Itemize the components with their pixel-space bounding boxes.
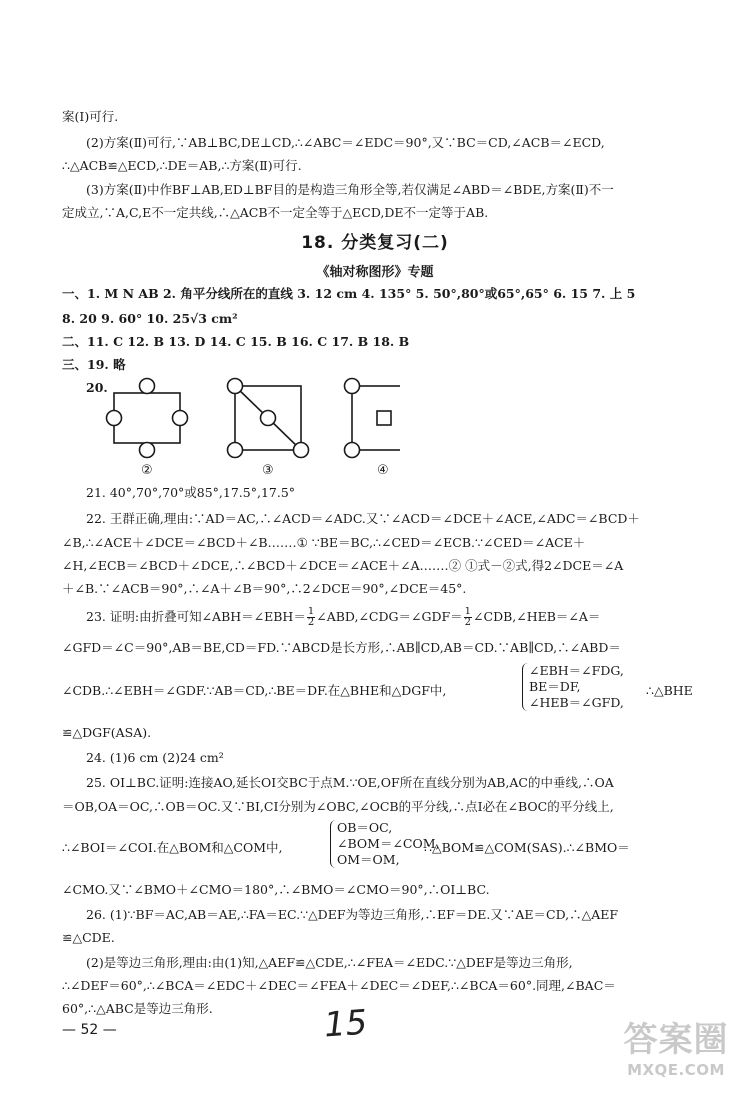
figure-3 (228, 379, 309, 458)
q24-answer: 24. (1)6 cm (2)24 cm² (86, 750, 224, 765)
prev-answer-line: 案(Ⅰ)可行. (62, 109, 119, 124)
fraction-half: $\frac{1}{2}$ (307, 607, 315, 628)
figure-label: ④ (377, 463, 389, 476)
section-title: 18. 分类复习(二) (301, 233, 449, 253)
q21-answer: 21. 40°,70°,70°或85°,17.5°,17.5° (86, 485, 296, 500)
fraction-half: $\frac{1}{2}$ (464, 607, 472, 628)
watermark-text: 答案圈 (623, 1020, 729, 1060)
q22-line: ∠H,∠ECB＝∠BCD＋∠DCE,∴∠BCD＋∠DCE＝∠ACE＋∠A.……② ①式－②式,得2∠DCE＝∠A (62, 558, 624, 573)
figure-label: ② (141, 463, 153, 476)
q20-label: 20. (86, 380, 108, 395)
q22-line: ＋∠B.∵∠ACB＝90°,∴∠A＋∠B＝90°,∴2∠DCE＝90°,∠DCE＝45°. (62, 581, 467, 596)
q25-line: ∠CMO.又∵∠BMO＋∠CMO＝180°,∴∠BMO＝∠CMO＝90°,∴OI⊥BC. (62, 882, 490, 897)
q23-conclusion: ∴△BHE (646, 683, 693, 698)
q26-line: ∴∠DEF＝60°,∴∠BCA＝∠EDC＋∠DEC＝∠FEA＋∠DEC＝∠DEF,∴∠BCA＝60°.同理,∠BAC＝ (62, 978, 616, 993)
q25-line: 25. OI⊥BC.证明:连接AO,延长OI交BC于点M.∵OE,OF所在直线分别为AB,AC的中垂线,∴OA (86, 775, 614, 790)
q22-line: ∠B,∴∠ACE＋∠DCE＝∠BCD＋∠B.……① ∵BE＝BC,∴∠CED＝∠ECB.∵∠CED＝∠ACE＋ (62, 535, 586, 550)
page-number: — 52 — (62, 1022, 117, 1038)
watermark-url: MXQE.COM (627, 1061, 725, 1079)
fill-in-answers: 8. 20 9. 60° 10. 25√3 cm² (62, 311, 238, 326)
subsection-title: 《轴对称图形》专题 (316, 265, 434, 280)
fill-in-answers: 一、1. M N AB 2. 角平分线所在的直线 3. 12 cm 4. 135° 5. 50°,80°或65°,65° 6. 15 7. 上 5 (62, 286, 636, 301)
prev-answer-line: ∴△ACB≌△ECD,∴DE＝AB,∴方案(Ⅱ)可行. (62, 158, 302, 173)
q25-line: ∴∠BOI＝∠COI.在△BOM和△COM中, (62, 840, 283, 855)
figure-label: ③ (262, 463, 274, 476)
handwritten-note: 15 (322, 1002, 369, 1046)
q23-line (86, 607, 702, 628)
q23-line: ∠GFD＝∠C＝90°,AB＝BE,CD＝FD.∵ABCD是长方形,∴AB∥CD,AB＝CD.∵AB∥CD,∴∠ABD＝ (62, 640, 621, 655)
q25-line: ＝OB,OA＝OC,∴OB＝OC.又∵BI,CI分别为∠OBC,∠OCB的平分线,∴点I必在∠BOC的平分线上, (62, 799, 614, 814)
choice-answers: 二、11. C 12. B 13. D 14. C 15. B 16. C 17. B 18. B (62, 334, 410, 349)
figure-4 (345, 379, 401, 458)
q19-answer: 三、19. 略 (62, 357, 126, 372)
symmetry-figures (100, 376, 400, 476)
watermark-logo (612, 1012, 740, 1092)
q23-text: ∠CDB,∠HEB＝∠A＝ (473, 609, 601, 624)
figure-2 (107, 379, 188, 458)
q23-text: ∠ABD,∠CDG＝∠GDF＝ (316, 609, 463, 624)
q25-equation-system: OB＝OC, ∠BOM＝∠COM, OM＝OM, (330, 820, 440, 868)
q26-line: 60°,∴△ABC是等边三角形. (62, 1001, 213, 1016)
q26-line: ≌△CDE. (62, 930, 115, 945)
prev-answer-line: (2)方案(Ⅱ)可行,∵AB⊥BC,DE⊥CD,∴∠ABC＝∠EDC＝90°,又∵BC＝CD,∠ACB＝∠ECD, (86, 135, 605, 150)
q23-line: ≌△DGF(ASA). (62, 725, 152, 740)
q23-line: ∠CDB.∴∠EBH＝∠GDF.∵AB＝CD,∴BE＝DF.在△BHE和△DGF中, (62, 683, 447, 698)
q26-line: 26. (1)∵BF＝AC,AB＝AE,∴FA＝EC.∵△DEF为等边三角形,∴EF＝DE.又∵AE＝CD,∴△AEF (86, 907, 619, 922)
prev-answer-line: 定成立,∵A,C,E不一定共线,∴△ACB不一定全等于△ECD,DE不一定等于AB. (62, 205, 489, 220)
q26-line: (2)是等边三角形,理由:由(1)知,△AEF≌△CDE,∴∠FEA＝∠EDC.∵△DEF是等边三角形, (86, 955, 573, 970)
q23-equation-system: ∠EBH＝∠FDG, BE＝DF, ∠HEB＝∠GFD, (522, 663, 624, 711)
prev-answer-line: (3)方案(Ⅱ)中作BF⊥AB,ED⊥BF目的是构造三角形全等,若仅满足∠ABD＝∠BDE,方案(Ⅱ)不一 (86, 182, 614, 197)
q23-text: 23. 证明:由折叠可知∠ABH＝∠EBH＝ (86, 609, 306, 624)
q22-line: 22. 王群正确,理由:∵AD＝AC,∴∠ACD＝∠ADC.又∵∠ACD＝∠DCE＋∠ACE,∠ADC＝∠BCD＋ (86, 511, 640, 526)
q25-conclusion: ∴△BOM≌△COM(SAS).∴∠BMO＝ (424, 840, 630, 855)
